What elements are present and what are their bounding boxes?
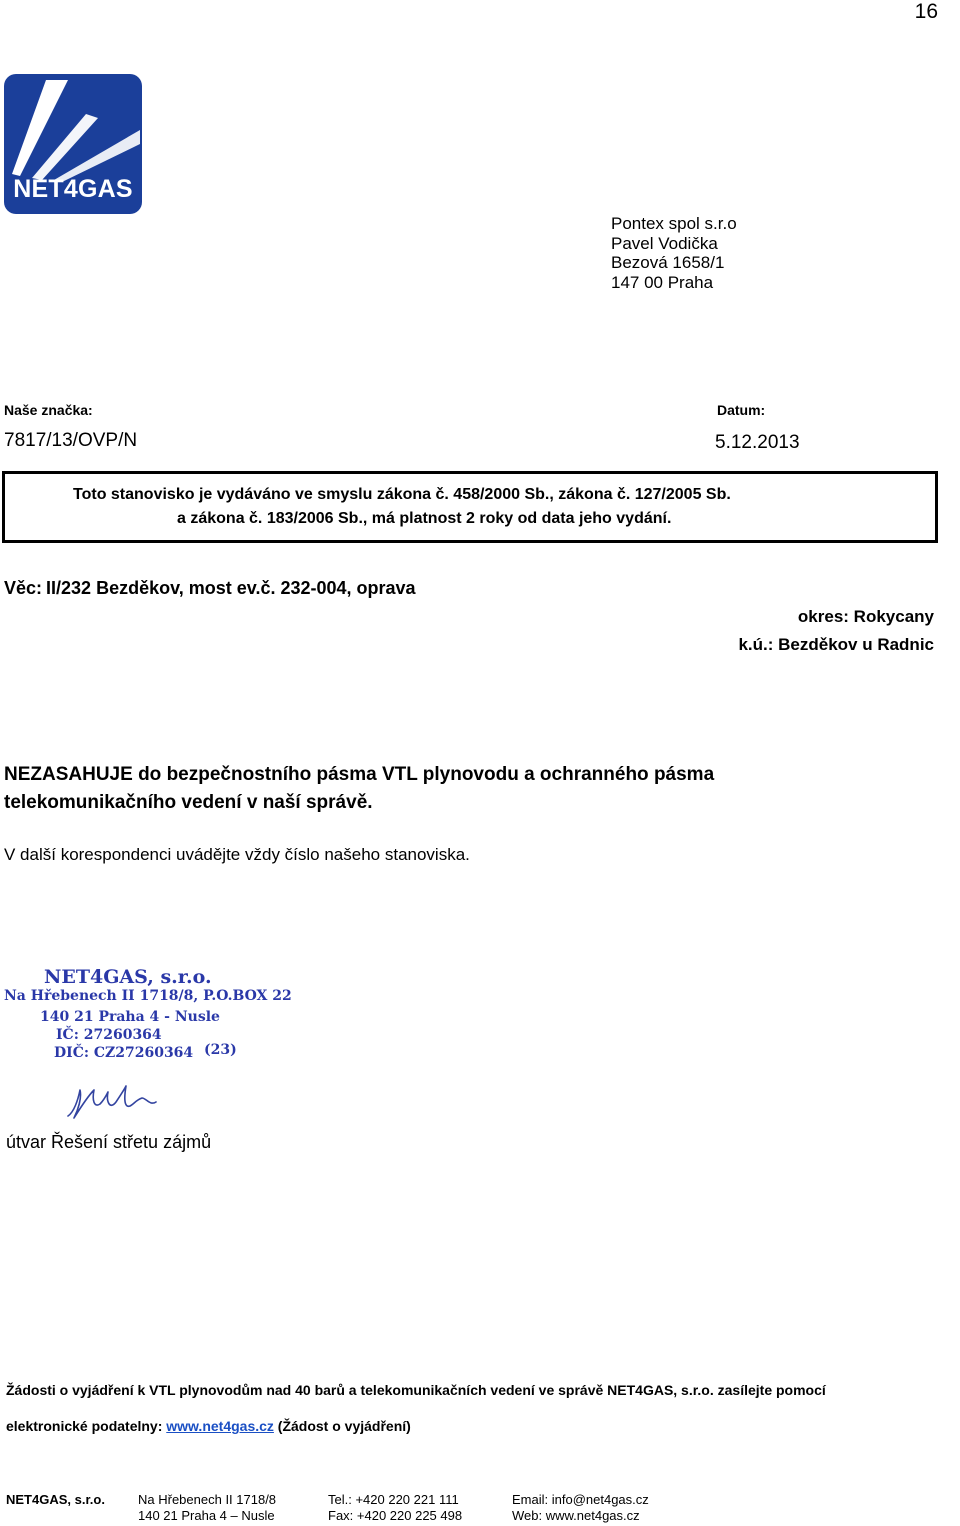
notice-line-1: Toto stanovisko je vydáváno ve smyslu zákona č. 458/2000 Sb., zákona č. 127/2005 Sb.: [73, 486, 731, 503]
footer-email[interactable]: Email: info@net4gas.cz: [512, 1492, 649, 1507]
subject: [4, 578, 416, 599]
footer-company-name: NET4GAS, s.r.o.: [6, 1492, 105, 1507]
footer-contact: [512, 1492, 649, 1524]
signature-icon: [64, 1082, 160, 1122]
applications-line-2: [6, 1408, 826, 1444]
correspondence-note: V další korespondenci uvádějte vždy číslo našeho stanoviska.: [4, 845, 470, 864]
recipient-address: [611, 214, 737, 292]
validity-notice-box: [2, 471, 938, 543]
stamp-line-5: DIČ: CZ27260364: [54, 1045, 194, 1061]
stamp-line-4: IČ: 27260364: [56, 1027, 162, 1043]
recipient-city: 147 00 Praha: [611, 272, 714, 292]
recipient-company: Pontex spol s.r.o: [611, 214, 737, 233]
decision-line-2: telekomunikačního vedení v naší správě.: [4, 792, 373, 813]
stamp-number: (23): [204, 1042, 237, 1058]
subject-label: Věc:: [4, 578, 43, 598]
recipient-person: Pavel Vodička: [611, 233, 718, 253]
page-number: 16: [914, 0, 938, 23]
date-label: Datum:: [717, 402, 766, 418]
footer-address-line-2: 140 21 Praha 4 – Nusle: [138, 1508, 275, 1523]
footer-address-line-1: Na Hřebenech II 1718/8: [138, 1492, 277, 1507]
stamp-line-2: Na Hřebenech II 1718/8, P.O.BOX 22: [4, 988, 292, 1004]
company-stamp: [4, 966, 292, 1066]
signature: [64, 1082, 160, 1122]
notice-line-2: a zákona č. 183/2006 Sb., má platnost 2 roky od data jeho vydání.: [177, 510, 672, 527]
date-value: 5.12.2013: [715, 432, 800, 453]
footer-phone: [328, 1492, 462, 1524]
footer-web[interactable]: Web: www.net4gas.cz: [512, 1508, 640, 1523]
stamp-line-1: NET4GAS, s.r.o.: [44, 966, 212, 988]
applications-line-1: Žádosti o vyjádření k VTL plynovodům nad 40 barů a telekomunikačních vedení ve správě NET4GAS, s.r.o. zasílejte pomocí: [6, 1382, 826, 1398]
logo-text: NET4GAS: [13, 175, 133, 203]
footer-address: [138, 1492, 276, 1524]
footer-tel: Tel.: +420 220 221 111: [328, 1492, 459, 1507]
recipient-street: Bezová 1658/1: [611, 253, 725, 272]
stamp-line-3: 140 21 Praha 4 - Nusle: [40, 1009, 220, 1025]
decision: [4, 761, 714, 817]
footer-company: [6, 1492, 105, 1508]
district: okres: Rokycany: [797, 607, 934, 626]
applications-prefix: elektronické podatelny:: [6, 1418, 167, 1434]
footer-fax: Fax: +420 220 225 498: [328, 1508, 463, 1523]
applications-info: [6, 1372, 826, 1444]
applications-suffix: (Žádost o vyjádření): [273, 1418, 411, 1434]
net4gas-logo: [4, 74, 142, 214]
website-link[interactable]: www.net4gas.cz: [166, 1418, 274, 1434]
department: útvar Řešení střetu zájmů: [6, 1132, 212, 1152]
cadastral-area: k.ú.: Bezděkov u Radnic: [738, 635, 934, 654]
decision-line-1: NEZASAHUJE do bezpečnostního pásma VTL plynovodu a ochranného pásma: [4, 764, 715, 785]
subject-text: II/232 Bezděkov, most ev.č. 232-004, oprava: [46, 578, 416, 598]
reference-label: Naše značka:: [4, 402, 93, 418]
reference-value: 7817/13/OVP/N: [4, 430, 138, 451]
